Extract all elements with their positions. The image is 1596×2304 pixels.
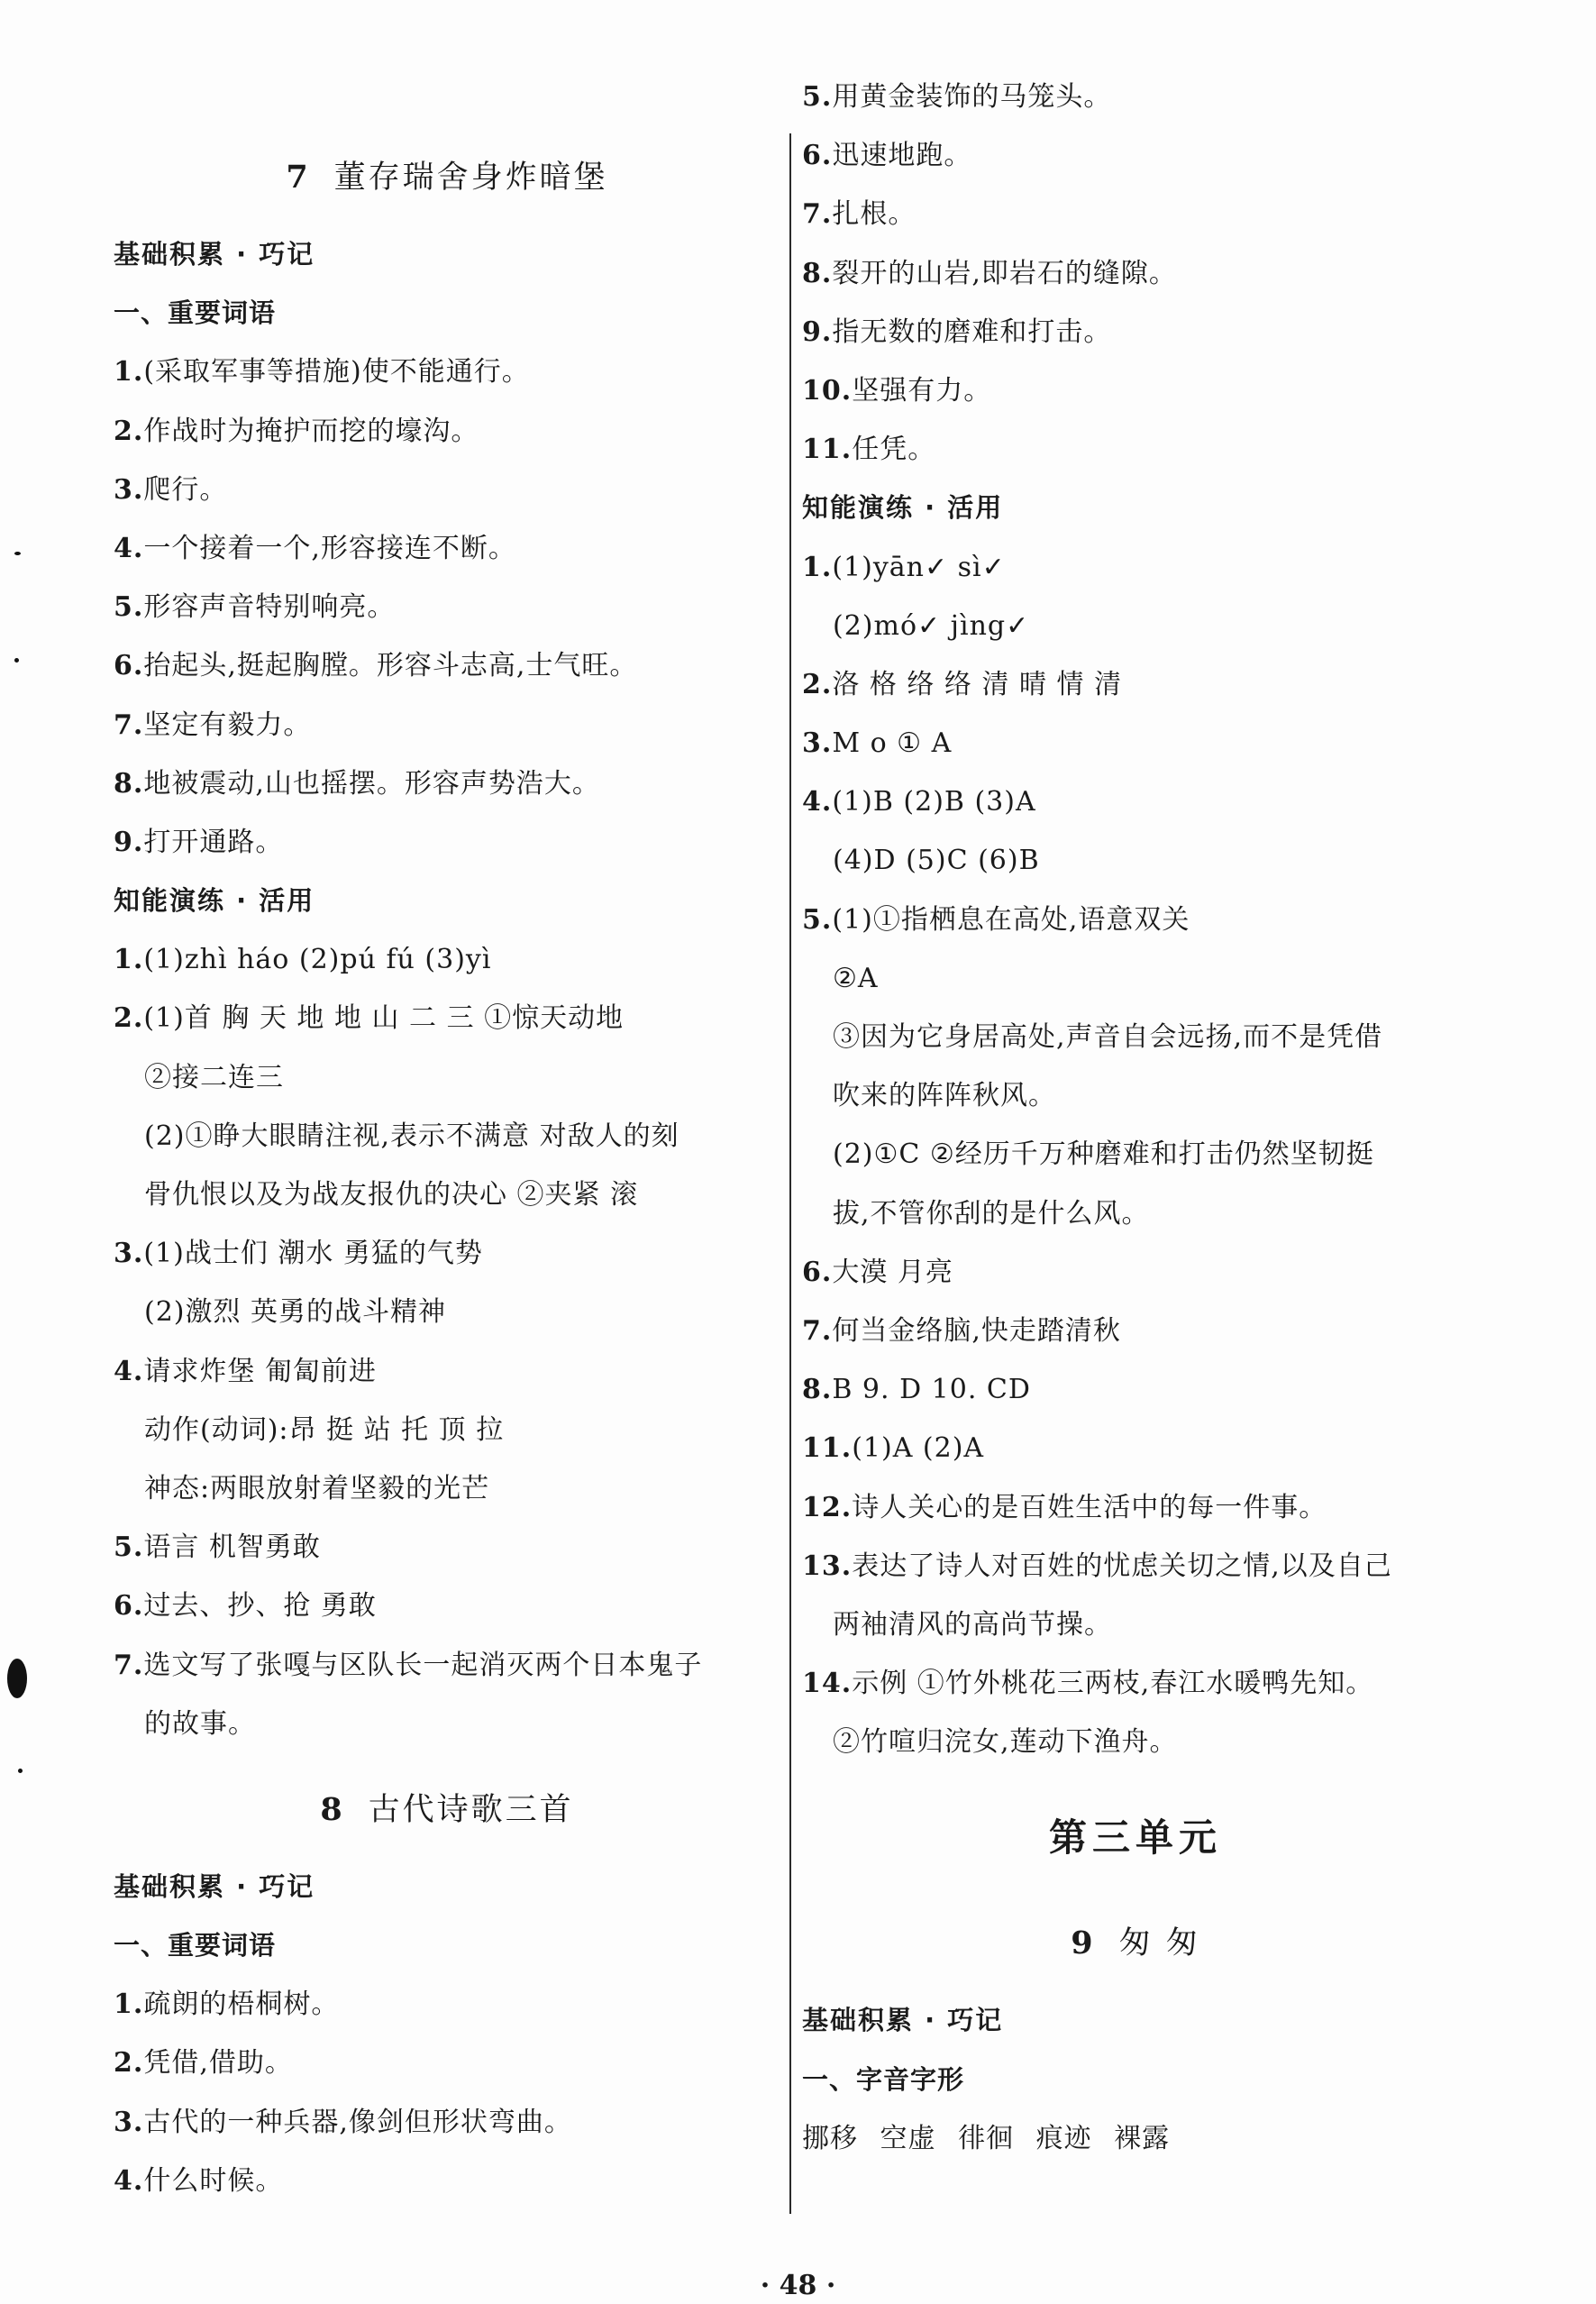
chapter-title: 董存瑞舍身炸暗堡 xyxy=(333,160,608,196)
item-number: 13. xyxy=(802,1550,853,1582)
answer-row xyxy=(802,891,1469,949)
answer-row xyxy=(802,1302,1469,1360)
answer-row xyxy=(802,1654,1469,1713)
item-text: 选文写了张嘎与区队长一起消灭两个日本鬼子 xyxy=(143,1649,703,1681)
item-text: 形容声音特别响亮。 xyxy=(143,591,396,624)
right-column xyxy=(802,68,1469,2168)
answer-row xyxy=(802,597,1469,655)
subsection-heading: 一、重要词语 xyxy=(114,1930,277,1961)
answer-row xyxy=(114,1577,780,1635)
word-list: 挪移 空虚 徘徊 痕迹 裸露 xyxy=(802,2122,1171,2154)
item-number: 5. xyxy=(802,903,833,936)
item-number: 12. xyxy=(802,1491,853,1523)
item-number: 3. xyxy=(114,2106,144,2138)
item-number: 14. xyxy=(802,1668,853,1700)
section-heading: 知能演练 · 活用 xyxy=(802,492,1004,524)
item-number: 4. xyxy=(114,1355,144,1387)
item-text: ③因为它身居高处,声音自会远扬,而不是凭借 xyxy=(833,1021,1383,1053)
section-heading: 知能演练 · 活用 xyxy=(114,885,315,917)
answer-row xyxy=(802,420,1469,479)
item-text: (1)A (2)A xyxy=(852,1432,985,1465)
item-text: 骨仇恨以及为战友报仇的决心 ②夹紧 滚 xyxy=(144,1179,639,1211)
answer-row xyxy=(802,1360,1469,1419)
item-text: 抬起头,挺起胸膛。形容斗志高,士气旺。 xyxy=(143,650,638,682)
answer-row xyxy=(114,343,780,401)
answer-row xyxy=(802,126,1469,185)
answer-row xyxy=(114,813,780,872)
section-heading: 基础积累 · 巧记 xyxy=(114,239,315,270)
chapter-heading xyxy=(114,133,780,222)
item-text: 疏朗的梧桐树。 xyxy=(143,1989,340,2021)
answer-list xyxy=(114,343,780,872)
answer-row xyxy=(802,361,1469,420)
item-text: 语言 机智勇敢 xyxy=(143,1531,321,1564)
answer-row xyxy=(802,1125,1469,1184)
answer-row xyxy=(802,1243,1469,1302)
chapter-number: 7 xyxy=(286,159,311,196)
answer-row xyxy=(802,773,1469,831)
item-number: 9. xyxy=(802,315,833,348)
item-number: 1. xyxy=(114,1989,144,2021)
item-number: 2. xyxy=(802,668,833,700)
chapter-number: 8 xyxy=(320,1790,345,1828)
item-number: 6. xyxy=(114,1590,144,1623)
item-text: 扎根。 xyxy=(832,198,917,231)
item-number: 7. xyxy=(114,709,144,741)
answer-row xyxy=(802,1537,1469,1595)
answer-list xyxy=(114,930,780,1753)
chapter-heading xyxy=(802,1899,1469,1988)
item-text: (4)D (5)C (6)B xyxy=(833,845,1040,877)
answer-row xyxy=(802,1184,1469,1243)
item-text: 洛 格 络 络 清 晴 情 清 xyxy=(832,668,1123,700)
item-text: 指无数的磨难和打击。 xyxy=(832,315,1112,348)
page-number: · 48 · xyxy=(760,2270,836,2301)
item-text: (2)mó✓ jìng✓ xyxy=(833,609,1030,642)
answer-row xyxy=(802,1066,1469,1125)
item-text: 诗人关心的是百姓生活中的每一件事。 xyxy=(852,1491,1327,1523)
answer-row xyxy=(114,1107,780,1166)
left-column xyxy=(114,126,780,2210)
answer-row xyxy=(802,1478,1469,1537)
item-text: (2)①C ②经历千万种磨难和打击仍然坚韧挺 xyxy=(833,1138,1374,1171)
item-number: 4. xyxy=(802,786,833,818)
item-text: 神态:两眼放射着坚毅的光芒 xyxy=(144,1472,490,1504)
item-text: (1)yān✓ sì✓ xyxy=(832,551,1006,583)
scan-speck xyxy=(18,1769,23,1773)
item-text: (2)激烈 英勇的战斗精神 xyxy=(144,1296,447,1329)
item-number: 11. xyxy=(802,434,853,466)
answer-row xyxy=(114,2093,780,2152)
item-text: 用黄金装饰的马笼头。 xyxy=(832,81,1112,113)
column-divider xyxy=(789,133,791,2214)
item-number: 9. xyxy=(114,826,144,858)
item-text: 一个接着一个,形容接连不断。 xyxy=(143,532,516,564)
answer-row xyxy=(114,1975,780,2034)
item-text: 吹来的阵阵秋风。 xyxy=(833,1080,1056,1112)
item-text: 什么时候。 xyxy=(143,2164,284,2197)
answer-row xyxy=(114,1459,780,1518)
item-text: 的故事。 xyxy=(144,1707,256,1740)
item-text: B 9. D 10. CD xyxy=(832,1374,1031,1406)
subsection-heading: 一、重要词语 xyxy=(114,297,277,329)
item-text: ②A xyxy=(833,962,879,994)
item-text: 地被震动,山也摇摆。形容声势浩大。 xyxy=(143,767,600,800)
answer-row xyxy=(802,1008,1469,1066)
item-text: 两袖清风的高尚节操。 xyxy=(833,1608,1112,1641)
item-text: 凭借,借助。 xyxy=(143,2047,293,2080)
answer-row xyxy=(114,636,780,695)
answer-list xyxy=(802,538,1469,1772)
answer-row xyxy=(114,1283,780,1341)
item-number: 10. xyxy=(802,374,853,407)
item-text: 作战时为掩护而挖的壕沟。 xyxy=(143,415,479,447)
chapter-heading xyxy=(114,1766,780,1854)
answer-row xyxy=(114,519,780,578)
answer-row xyxy=(114,1224,780,1283)
item-number: 6. xyxy=(802,1256,833,1288)
item-text: (1)B (2)B (3)A xyxy=(832,786,1036,818)
answer-row xyxy=(114,2034,780,2092)
item-text: ②接二连三 xyxy=(144,1061,284,1093)
answer-row xyxy=(114,1695,780,1753)
answer-row xyxy=(114,696,780,754)
item-number: 2. xyxy=(114,415,144,447)
item-number: 3. xyxy=(802,727,833,760)
item-text: 请求炸堡 匍匐前进 xyxy=(143,1355,377,1387)
item-text: 迅速地跑。 xyxy=(832,140,972,172)
answer-row xyxy=(114,989,780,1047)
answer-row xyxy=(802,831,1469,890)
item-text: (1)①指栖息在高处,语意双关 xyxy=(832,903,1190,936)
item-number: 5. xyxy=(802,81,833,113)
item-number: 8. xyxy=(802,1374,833,1406)
item-text: 打开通路。 xyxy=(143,826,284,858)
answer-row xyxy=(114,1518,780,1577)
answer-row xyxy=(114,1636,780,1695)
item-number: 1. xyxy=(114,944,144,976)
item-number: 11. xyxy=(802,1432,853,1465)
item-number: 6. xyxy=(802,140,833,172)
item-number: 2. xyxy=(114,1002,144,1035)
item-number: 5. xyxy=(114,1531,144,1564)
item-text: 动作(动词):昂 挺 站 托 顶 拉 xyxy=(144,1413,505,1446)
scan-blot xyxy=(7,1659,27,1698)
answer-row xyxy=(114,1342,780,1401)
item-text: 示例 ①竹外桃花三两枝,春江水暖鸭先知。 xyxy=(852,1668,1374,1700)
item-text: 坚强有力。 xyxy=(852,374,992,407)
item-number: 4. xyxy=(114,532,144,564)
chapter-title: 古代诗歌三首 xyxy=(368,1791,574,1828)
answer-row xyxy=(802,68,1469,126)
item-number: 2. xyxy=(114,2047,144,2080)
item-text: 爬行。 xyxy=(143,473,228,506)
answer-row xyxy=(802,244,1469,303)
section-heading: 基础积累 · 巧记 xyxy=(114,1870,315,1902)
item-text: (1)zhì háo (2)pú fú (3)yì xyxy=(143,944,492,976)
answer-row xyxy=(802,185,1469,243)
item-text: 过去、抄、抢 勇敢 xyxy=(143,1590,377,1623)
item-number: 5. xyxy=(114,591,144,624)
answer-row xyxy=(802,655,1469,714)
item-text: 表达了诗人对百姓的忧虑关切之情,以及自己 xyxy=(852,1550,1392,1582)
item-text: (2)①睁大眼睛注视,表示不满意 对敌人的刻 xyxy=(144,1120,679,1152)
item-text: (1)首 胸 天 地 地 山 二 三 ①惊天动地 xyxy=(143,1002,625,1035)
item-number: 8. xyxy=(114,767,144,800)
section-heading: 基础积累 · 巧记 xyxy=(802,2005,1004,2036)
item-number: 3. xyxy=(114,473,144,506)
answer-row xyxy=(802,1595,1469,1654)
item-number: 1. xyxy=(802,551,833,583)
answer-row xyxy=(114,1048,780,1107)
item-text: 任凭。 xyxy=(852,434,936,466)
item-text: 大漠 月亮 xyxy=(832,1256,953,1288)
item-text: (采取军事等措施)使不能通行。 xyxy=(143,356,530,389)
answer-row xyxy=(802,949,1469,1008)
unit-title: 第三单元 xyxy=(1048,1815,1222,1861)
scan-speck xyxy=(14,552,21,555)
item-text: 古代的一种兵器,像剑但形状弯曲。 xyxy=(143,2106,572,2138)
item-text: 拔,不管你刮的是什么风。 xyxy=(833,1197,1150,1230)
chapter-number: 9 xyxy=(1071,1925,1096,1962)
item-number: 8. xyxy=(802,257,833,289)
item-text: (1)战士们 潮水 勇猛的气势 xyxy=(143,1238,483,1270)
answer-row xyxy=(114,754,780,813)
answer-row xyxy=(114,1401,780,1459)
item-number: 6. xyxy=(114,650,144,682)
item-number: 3. xyxy=(114,1238,144,1270)
answer-row xyxy=(802,714,1469,773)
answer-row xyxy=(114,402,780,461)
item-text: 何当金络脑,快走踏清秋 xyxy=(832,1314,1121,1347)
answer-row xyxy=(802,303,1469,361)
item-text: M o ① A xyxy=(832,727,953,760)
item-text: ②竹喧归浣女,莲动下渔舟。 xyxy=(833,1726,1178,1759)
answer-list xyxy=(114,1975,780,2210)
item-number: 7. xyxy=(114,1649,144,1681)
answer-row xyxy=(802,1713,1469,1771)
answer-row xyxy=(114,2152,780,2210)
item-number: 1. xyxy=(114,356,144,389)
answer-row xyxy=(114,1166,780,1224)
answer-row xyxy=(802,1419,1469,1477)
item-number: 4. xyxy=(114,2164,144,2197)
chapter-title: 匆 匆 xyxy=(1118,1925,1200,1962)
scan-speck xyxy=(14,658,19,663)
answer-row xyxy=(114,461,780,519)
item-number: 7. xyxy=(802,1314,833,1347)
answer-list xyxy=(802,68,1469,479)
item-text: 坚定有毅力。 xyxy=(143,709,312,741)
answer-row xyxy=(114,930,780,989)
answer-row xyxy=(114,578,780,636)
item-number: 7. xyxy=(802,198,833,231)
item-text: 裂开的山岩,即岩石的缝隙。 xyxy=(832,257,1177,289)
answer-row xyxy=(802,538,1469,597)
subsection-heading: 一、字音字形 xyxy=(802,2063,965,2095)
